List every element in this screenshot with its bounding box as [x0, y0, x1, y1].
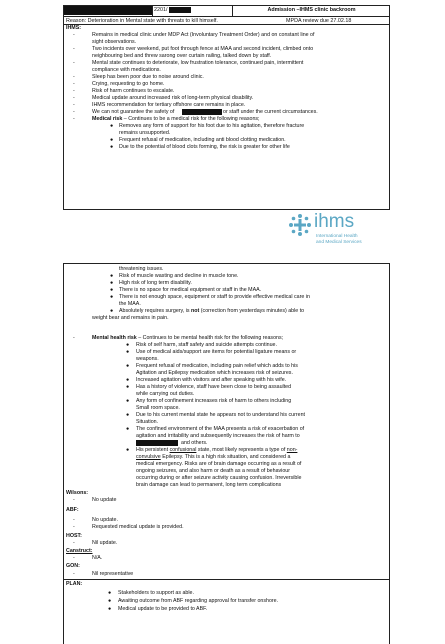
mental-item: Any form of confinement increases risk of harm to others including	[136, 398, 292, 404]
list-item: Medical update around increased risk of long-term physical disability.	[92, 95, 254, 101]
gon-item: Nil representative	[92, 571, 134, 577]
header-row-1	[64, 6, 389, 17]
mental-item: Risk of self harm, staff safety and suicide attempts continue.	[136, 342, 277, 348]
plan-item: Stakeholders to support as able.	[118, 590, 194, 596]
redaction-block	[64, 6, 152, 15]
medical-risk-item: Frequent refusal of medication, including anti blood clotting medication.	[119, 137, 286, 143]
continued-item: High risk of long term disability.	[119, 280, 192, 286]
case-number-cell	[152, 6, 233, 16]
list-item: neighbouring bed and threw sarong over curtain railing, talked down by staff.	[92, 53, 272, 59]
wilsons-heading: Wilsons:	[66, 490, 89, 496]
mental-item: Has a history of violence, staff have been close to being assaulted	[136, 384, 292, 390]
mental-item: Agitation and Epilepsy medication which increases risk of seizures.	[136, 370, 293, 376]
mental-item: while carrying out duties.	[136, 391, 195, 397]
list-item: sight observations.	[92, 39, 137, 45]
host-item: Nil update.	[92, 540, 118, 546]
mental-item: Use of medical aids/support are items for potential ligature means or	[136, 349, 297, 355]
mental-item: Frequent refusal of medication, including pain relief which adds to his	[136, 363, 298, 369]
canstruct-heading: Canstruct:	[66, 548, 93, 554]
admission-title: Admission –IHMS clinic backroom	[267, 7, 356, 13]
mental-risk-line	[92, 335, 283, 342]
continued-item: the MAA.	[119, 301, 141, 307]
logo-line-2: and Medical Services	[316, 240, 362, 245]
mental-item: The confined environment of the MAA presents a risk of exacerbation of	[136, 426, 305, 432]
gon-heading: GON:	[66, 563, 80, 569]
case-number-suffix: 2201/	[154, 7, 168, 13]
list-item: We can not guarantee the safety of	[92, 109, 175, 115]
continued-item: There is not enough space, equipment or staff to provide effective medical care in	[119, 294, 310, 300]
medical-risk-item: remains unsupported.	[119, 130, 171, 136]
redaction-block	[182, 109, 222, 115]
mental-item: and others.	[181, 440, 208, 446]
abf-heading: ABF:	[66, 507, 79, 513]
mental-risk-label: Mental health risk	[92, 335, 137, 341]
medical-risk-intro: – Continues to be a medical risk for the following reasons;	[122, 116, 260, 122]
notes-body-page-2: threatening issues. ● Risk of muscle wasting and decline in muscle tone. ● High risk of long term disability. ● There is no space for medical equipment or staff in the MAA. ● There is not enough space, equipment or staff to provide effective medical care in the MAA. ● Absolutely requires surgery, is not (correction from yesterdays minutes) able to weight bear and remains in pain. - Mental health risk – Continues to be mental health risk for the following reasons; ● Risk of self harm, staff safety and suicide attempts continue. ● Use of medical aids/support are items for potential ligature means or weapons. ● Frequent refusal of medication, including pain relief which adds to his Agitation and Epilepsy medication which increases risk of seizures. ● Increased agitation with visitors and after speaking with his wife. ● Has a history of violence, staff have been close to being assaulted while carrying out duties. ● Any form of confinement increases risk of harm to others including Small room space. ● Due to his current mental state he appears not to understand his current Situation. ● The confined environment of the MAA presents a risk of exacerbation of agitation and irritability and subsequently increases the risk of harm to and others. ● His persistent confusional state, most likely represents a type of non- convulsive Epilepsy. This is a high risk situation, and considered a medical emergency. Risks are of brain damage occurring as a result of ongoing seizures, and also harm or death as a result of behaviour occurring during or after seizure activity causing confusion. Irreversible brain damage can lead to permanent, long term complications Wilsons: - No update ABF: - No update. - Requested medical update is provided. HOST: - Nil update. Canstruct: - N/A. GON: - Nil representative PLAN: ● Stakeholders to support as able. ● Awaiting outcome from ABF regarding approval for transfer onshore. ● Medical update to be provided to ABF.	[63, 263, 390, 644]
canstruct-item: N/A.	[92, 555, 103, 561]
ihms-logo-icon	[288, 213, 312, 237]
continued-item: threatening issues.	[119, 266, 164, 272]
mental-item: Small room space.	[136, 405, 180, 411]
mental-item: brain damage can lead to permanent, long term complications	[136, 482, 282, 488]
continued-item: weight bear and remains in pain.	[92, 315, 169, 321]
list-item: Two incidents over weekend, put foot through fence at MAA and second incident, climbed onto	[92, 46, 314, 52]
abf-item: No update.	[92, 517, 118, 523]
host-heading: HOST:	[66, 533, 82, 539]
mental-item: Due to his current mental state he appears not to understand his current	[136, 412, 306, 418]
header-table	[63, 5, 390, 25]
document-page-1	[0, 0, 445, 210]
mental-item: Situation.	[136, 419, 159, 425]
mpda-review: MPDA review due 27.02.18	[286, 17, 352, 24]
continued-item: Risk of muscle wasting and decline in muscle tone.	[119, 273, 239, 279]
mental-item: Increased agitation with visitors and after speaking with his wife.	[136, 377, 287, 383]
plan-item: Awaiting outcome from ABF regarding approval for transfer onshore.	[118, 598, 279, 604]
list-item: Remains in medical clinic under MDP Act (Involuntary Treatment Order) and on constant line of	[92, 32, 315, 38]
plan-heading: PLAN:	[66, 581, 83, 587]
mental-item: His persistent confusional state, most likely represents a type of non-	[136, 447, 298, 453]
mental-item: ongoing seizures, and also harm or death as a result of behaviour	[136, 468, 290, 474]
surgery-line: Absolutely requires surgery, is not (correction from yesterdays minutes) able to	[119, 308, 305, 314]
redaction-block	[136, 440, 178, 446]
redaction-block	[169, 7, 191, 13]
plan-divider	[64, 579, 389, 580]
list-item: Risk of harm continues to escalate.	[92, 88, 175, 94]
medical-risk-item: Due to the potential of blood clots forming, the risk is greater for other life	[119, 144, 290, 150]
mental-item: occurring during or after seizure activity causing confusion. Irreversible	[136, 475, 302, 481]
medical-risk-line	[92, 116, 260, 123]
list-item-continued: or staff under the current circumstances.	[223, 109, 318, 115]
abf-item: Requested medical update is provided.	[92, 524, 184, 530]
plan-item: Medical update to be provided to ABF.	[118, 606, 208, 612]
medical-risk-label: Medical risk	[92, 116, 123, 122]
admission-reason: Reason: Deterioration in Mental state with threats to kill himself.	[66, 17, 218, 24]
mental-item: convulsive Epilepsy. This is a high risk situation, and considered a	[136, 454, 291, 460]
mental-risk-intro: – Continues to be mental health risk for the following reasons;	[136, 335, 284, 341]
redacted-cell	[64, 6, 153, 16]
list-item: compliance with medications.	[92, 67, 161, 73]
wilsons-item: No update	[92, 497, 117, 503]
ihms-heading: IHMS:	[66, 25, 82, 31]
mental-item: weapons.	[136, 356, 159, 362]
notes-body-page-1: IHMS: - Remains in medical clinic under MDP Act (Involuntary Treatment Order) and on constant line of sight observations. - Two incidents over weekend, put foot through fence at MAA and second incident, climbed onto neighbouring bed and threw sarong over curtain railing, talked down by staff. - Mental state continues to deteriorate, low frustration tolerance, continued pain, intermittent compliance with medications. - Sleep has been poor due to noise around clinic. - Crying, requesting to go home. - Risk of harm continues to escalate. - Medical update around increased risk of long-term physical disability. - IHMS recommendation for tertiary offshore care remains in place. - We can not guarantee the safety of or staff under the current circumstances. - Medical risk – Continues to be a medical risk for the following reasons; ● Removes any form of support for his foot due to his agitation, therefore fracture remains unsupported. ● Frequent refusal of medication, including anti blood clotting medication. ● Due to the potential of blood clots forming, the risk is greater for other life	[63, 24, 390, 210]
logo-brand: ihms	[314, 211, 355, 232]
list-item: Mental state continues to deteriorate, low frustration tolerance, continued pain, intermittent	[92, 60, 304, 66]
list-item: Sleep has been poor due to noise around clinic.	[92, 74, 204, 80]
list-item: Crying, requesting to go home.	[92, 81, 165, 87]
page-gap	[0, 210, 445, 263]
logo-line-1: International Health	[316, 234, 358, 239]
continued-item: There is no space for medical equipment or staff in the MAA.	[119, 287, 262, 293]
mental-item: medical emergency. Risks are of brain damage occurring as a result of	[136, 461, 302, 467]
medical-risk-item: Removes any form of support for his foot due to his agitation, therefore fracture	[119, 123, 305, 129]
mental-item: agitation and irritability and subsequently increases the risk of harm to	[136, 433, 300, 439]
list-item: IHMS recommendation for tertiary offshore care remains in place.	[92, 102, 246, 108]
